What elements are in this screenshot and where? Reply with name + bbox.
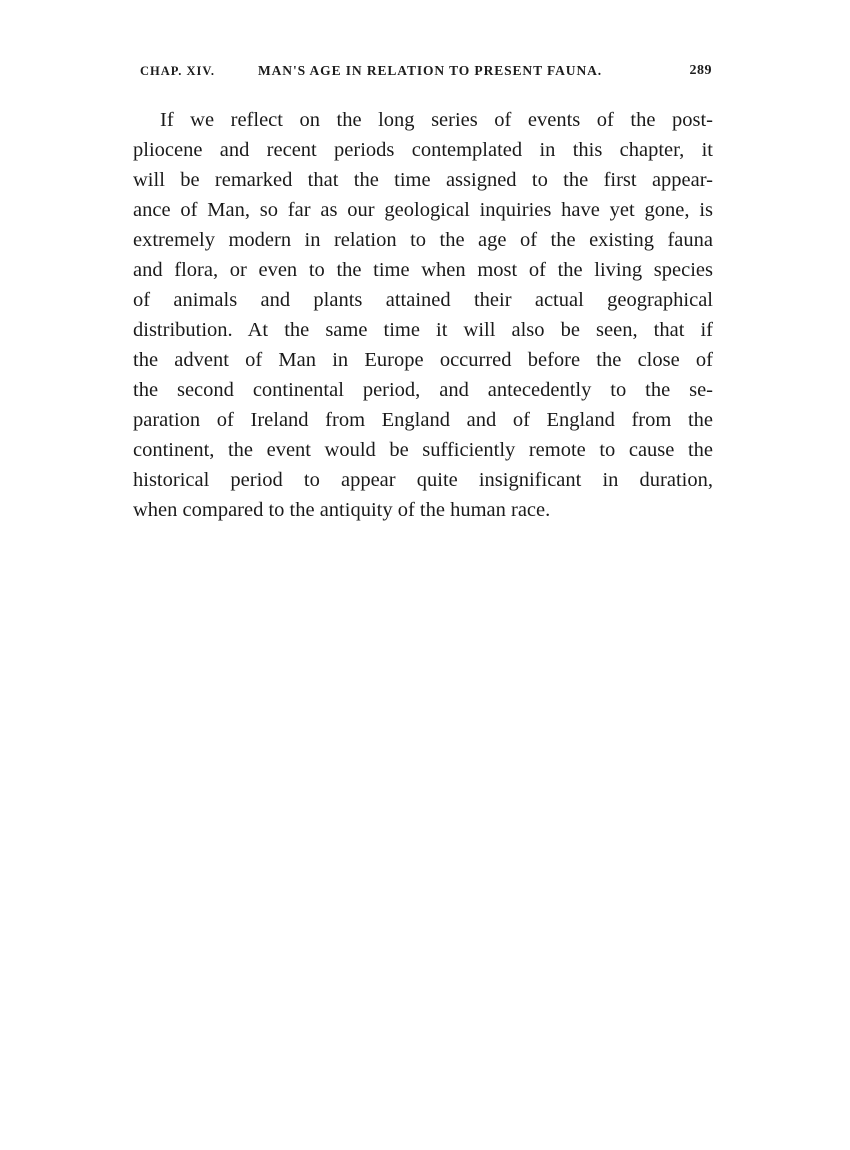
body-paragraph — [133, 105, 713, 525]
paragraph-line: pliocene and recent periods contemplated in this chapter, it — [133, 139, 713, 161]
paragraph-line: ance of Man, so far as our geological inquiries have yet gone, is — [133, 199, 713, 221]
paragraph-line: and flora, or even to the time when most of the living species — [133, 259, 713, 281]
paragraph-line: paration of Ireland from England and of England from the — [133, 409, 713, 431]
paragraph-line: historical period to appear quite insignificant in duration, — [133, 469, 713, 491]
paragraph-line: continent, the event would be sufficiently remote to cause the — [133, 439, 713, 461]
paragraph-line: of animals and plants attained their actual geographical — [133, 289, 713, 311]
paragraph-line: will be remarked that the time assigned to the first appear- — [133, 169, 713, 191]
paragraph-line: when compared to the antiquity of the human race. — [133, 499, 551, 521]
running-head — [140, 62, 712, 86]
paragraph-line: extremely modern in relation to the age of the existing fauna — [133, 229, 713, 251]
page-number: 289 — [689, 63, 712, 78]
paragraph-line: the second continental period, and antecedently to the se- — [133, 379, 713, 401]
paragraph-line: distribution. At the same time it will also be seen, that if — [133, 319, 713, 341]
chapter-label: CHAP. XIV. — [140, 64, 215, 78]
running-title: MAN'S AGE IN RELATION TO PRESENT FAUNA. — [258, 63, 603, 78]
paragraph-line: If we reflect on the long series of events of the post- — [160, 109, 713, 131]
paragraph-line: the advent of Man in Europe occurred before the close of — [133, 349, 713, 371]
